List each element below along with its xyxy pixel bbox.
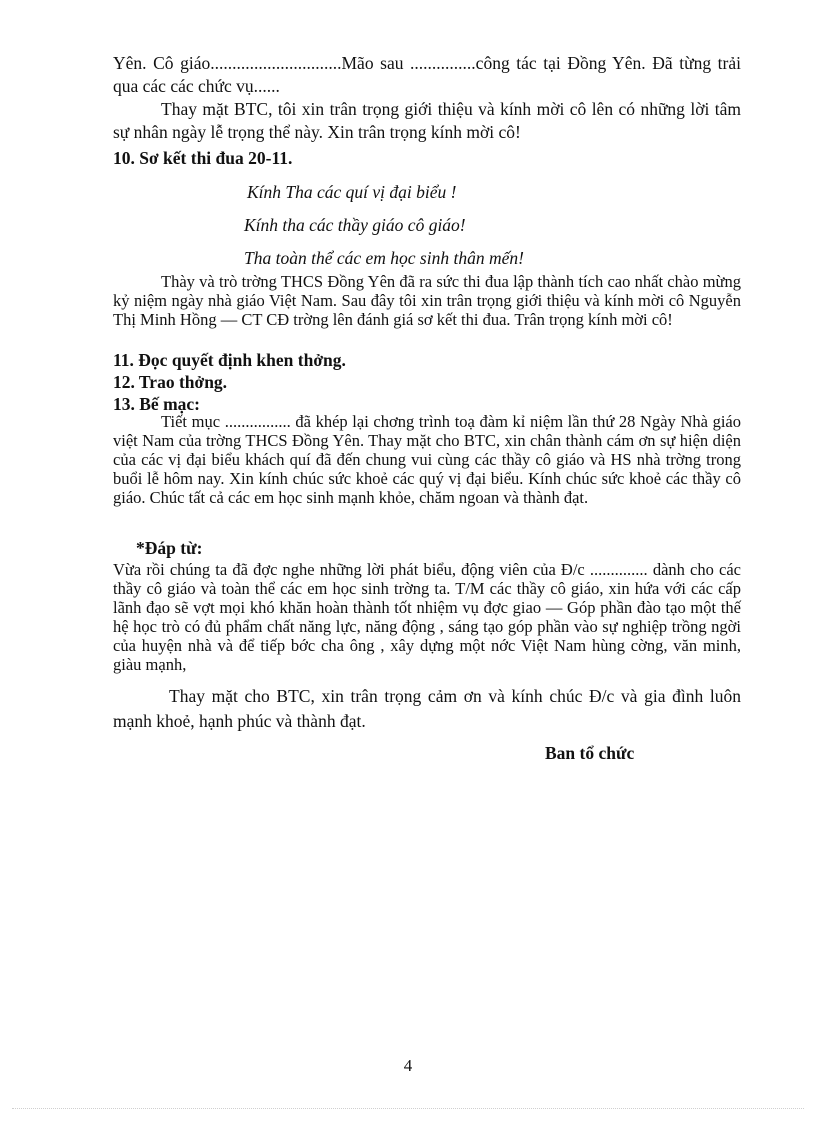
page-number: 4 [403,1056,413,1075]
greeting-students: Tha toàn thể các em học sinh thân mến! [244,248,524,268]
greeting-teachers: Kính tha các thầy giáo cô giáo! [244,215,466,235]
section-12-heading: 12. Trao thởng. [113,372,228,392]
section-11-heading: 11. Đọc quyết định khen thởng. [113,350,346,370]
section-13-body: Tiết mục ................ đã khép lại chơng trình toạ đàm kỉ niệm lần thứ 28 Ngày Nhà giáo việt Nam của trờng THCS Đồng Yên. Thay mặt cho BTC, xin chân thành cám ơn sự hiện diện của các vị đại biểu khách quí đã đến chung vui cùng các thầy cô giáo và HS nhà trờng trong buổi lễ hôm nay. Xin kính chúc sức khoẻ các quý vị đại biểu. Kính chúc sức khoẻ các thầy cô giáo. Chúc tất cả các em học sinh mạnh khỏe, chăm ngoan và thành đạt. [113,412,741,507]
intro-paragraph: Yên. Cô giáo..............................Mão sau ...............công tác tại Đồng Yên. Đã từng trải qua các các chức vụ...... [113,53,741,96]
page-bottom-divider [12,1108,804,1109]
response-body: Vừa rồi chúng ta đã đợc nghe những lời phát biểu, động viên của Đ/c .............. dành cho các thầy cô giáo và toàn thể các em học sinh trờng ta. T/M các thầy cô giáo, xin hứa với các cấp lãnh đạo sẽ vợt mọi khó khăn hoàn thành tốt nhiệm vụ đợc giao — Góp phần đào tạo một thế hệ học trò có đủ phẩm chất năng lực, năng động , sáng tạo góp phần vào sự nghiệp trồng ngời của huyện nhà và để tiếp bớc cha ông , xây dựng một nớc Việt Nam hùng cờng, văn minh, giàu mạnh, [113,560,741,674]
signature: Ban tổ chức [545,743,635,763]
section-10-heading: 10. Sơ kết thi đua 20-11. [113,148,293,168]
closing-paragraph: Thay mặt cho BTC, xin trân trọng cảm ơn và kính chúc Đ/c và gia đình luôn mạnh khoẻ, hạnh phúc và thành đạt. [113,686,741,731]
section-10-body: Thày và trò trờng THCS Đồng Yên đã ra sức thi đua lập thành tích cao nhất chào mừng kỷ niệm ngày nhà giáo Việt Nam. Sau đây tôi xin trân trọng giới thiệu và kính mời cô Nguyễn Thị Minh Hồng — CT CĐ trờng lên đánh giá sơ kết thi đua. Trân trọng kính mời cô! [113,272,741,329]
response-heading: *Đáp từ: [136,538,203,558]
section-13-heading: 13. Bế mạc: [113,394,200,414]
greeting-guests: Kính Tha các quí vị đại biểu ! [247,182,457,202]
intro-invitation-paragraph: Thay mặt BTC, tôi xin trân trọng giới thiệu và kính mời cô lên có những lời tâm sự nhân ngày lễ trọng thể này. Xin trân trọng kính mời cô! [113,99,741,142]
